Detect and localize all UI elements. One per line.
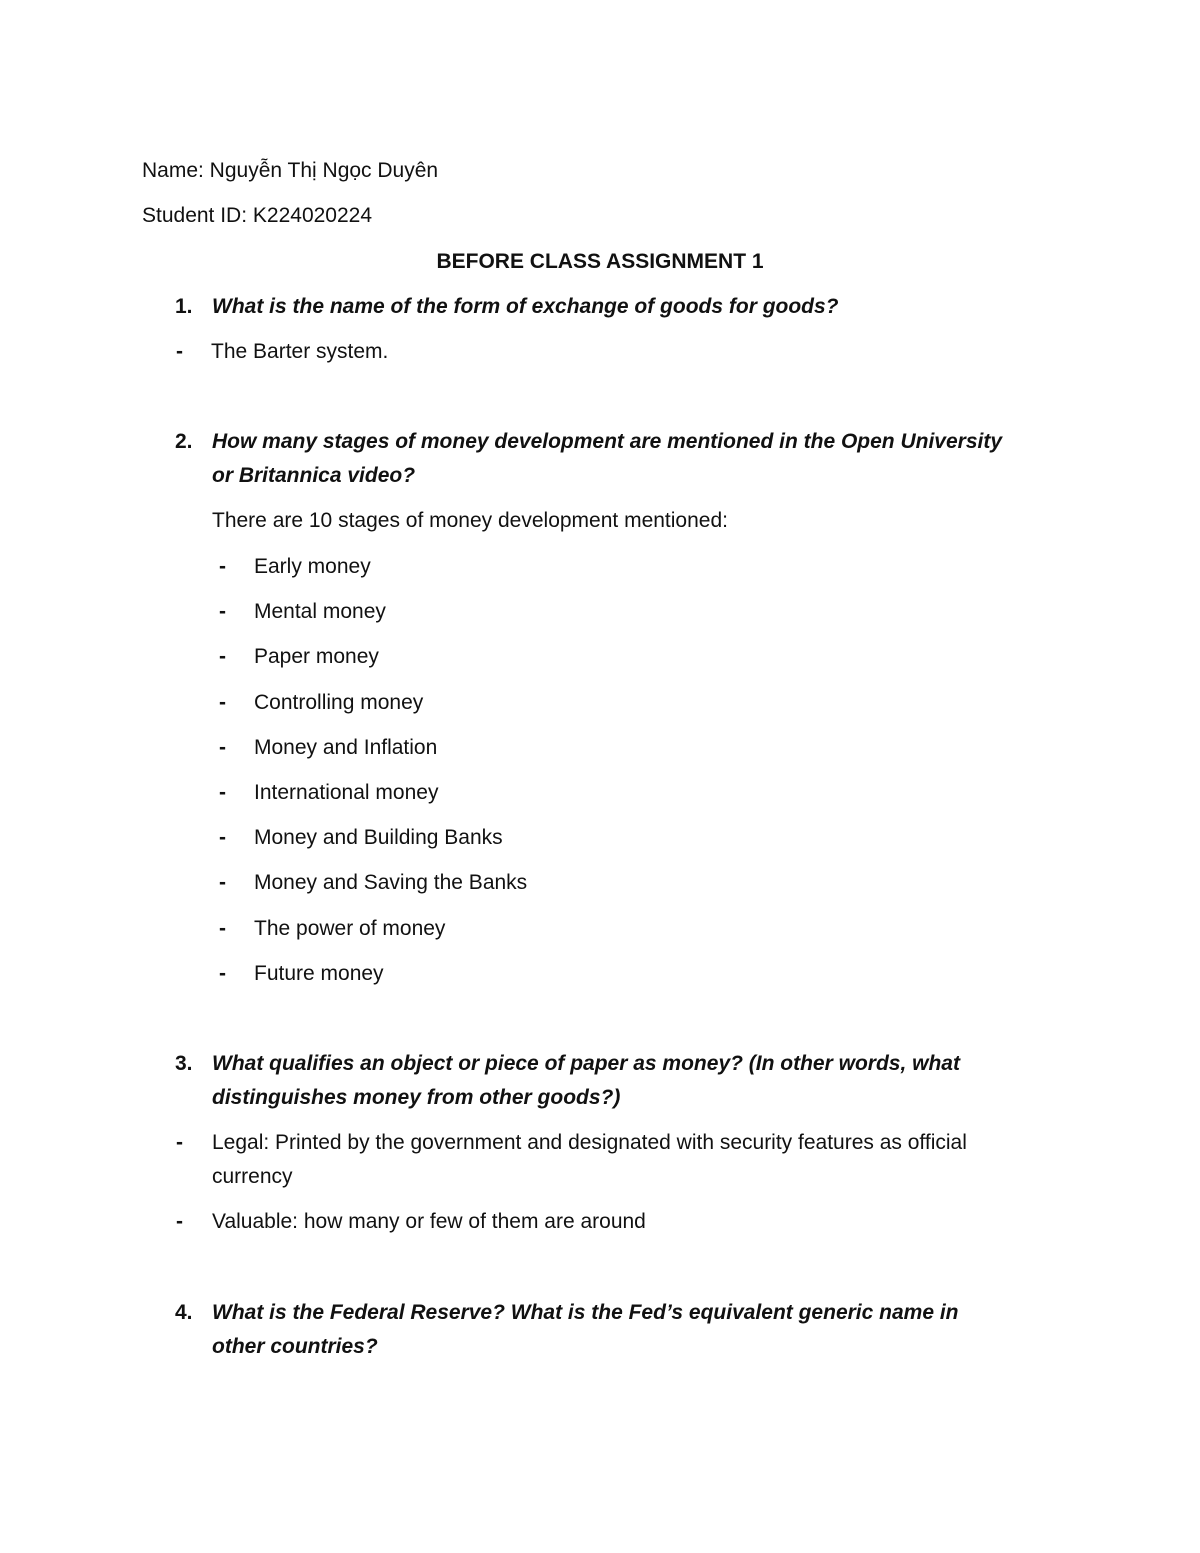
stage-label: International money	[254, 781, 439, 804]
stage-label: The power of money	[254, 917, 446, 940]
bullet-dash: -	[176, 1131, 183, 1154]
question-3-number: 3.	[175, 1052, 193, 1075]
stage-label: Controlling money	[254, 691, 424, 714]
bullet-dash: -	[219, 962, 226, 985]
stage-label: Early money	[254, 555, 371, 578]
bullet-dash: -	[176, 1210, 183, 1233]
bullet-dash: -	[219, 917, 226, 940]
question-2-text-line1: How many stages of money development are mentioned in the Open University	[212, 430, 1003, 453]
question-4-text-line1: What is the Federal Reserve? What is the Fed’s equivalent generic name in	[212, 1301, 959, 1324]
bullet-dash: -	[219, 736, 226, 759]
bullet-dash: -	[219, 691, 226, 714]
bullet-dash: -	[219, 645, 226, 668]
question-2-text-line2: or Britannica video?	[212, 464, 416, 487]
bullet-dash: -	[219, 600, 226, 623]
bullet-dash: -	[219, 826, 226, 849]
question-4-number: 4.	[175, 1301, 193, 1324]
stage-label: Money and Building Banks	[254, 826, 503, 849]
stage-label: Money and Saving the Banks	[254, 871, 528, 894]
bullet-dash: -	[219, 781, 226, 804]
bullet-dash: -	[176, 340, 183, 363]
question-3-text-line1: What qualifies an object or piece of paper as money? (In other words, what	[212, 1052, 960, 1075]
answer-3-legal-line1: Legal: Printed by the government and designated with security features as official	[212, 1131, 967, 1154]
answer-1-text: The Barter system.	[211, 340, 389, 363]
stage-label: Paper money	[254, 645, 379, 668]
bullet-dash: -	[219, 871, 226, 894]
answer-3-legal-line2: currency	[212, 1165, 293, 1188]
question-1-number: 1.	[175, 295, 193, 318]
stage-label: Mental money	[254, 600, 386, 623]
answer-3-valuable: Valuable: how many or few of them are around	[212, 1210, 646, 1233]
question-1-text: What is the name of the form of exchange of goods for goods?	[212, 295, 839, 318]
stage-label: Future money	[254, 962, 384, 985]
question-3-text-line2: distinguishes money from other goods?)	[212, 1086, 621, 1109]
answer-2-intro: There are 10 stages of money development mentioned:	[212, 509, 728, 532]
question-4-text-line2: other countries?	[212, 1335, 378, 1358]
assignment-title: BEFORE CLASS ASSIGNMENT 1	[436, 250, 764, 273]
student-name: Name: Nguyễn Thị Ngọc Duyên	[142, 159, 439, 182]
stage-label: Money and Inflation	[254, 736, 438, 759]
bullet-dash: -	[219, 555, 226, 578]
student-id: Student ID: K224020224	[142, 204, 373, 227]
question-2-number: 2.	[175, 430, 193, 453]
